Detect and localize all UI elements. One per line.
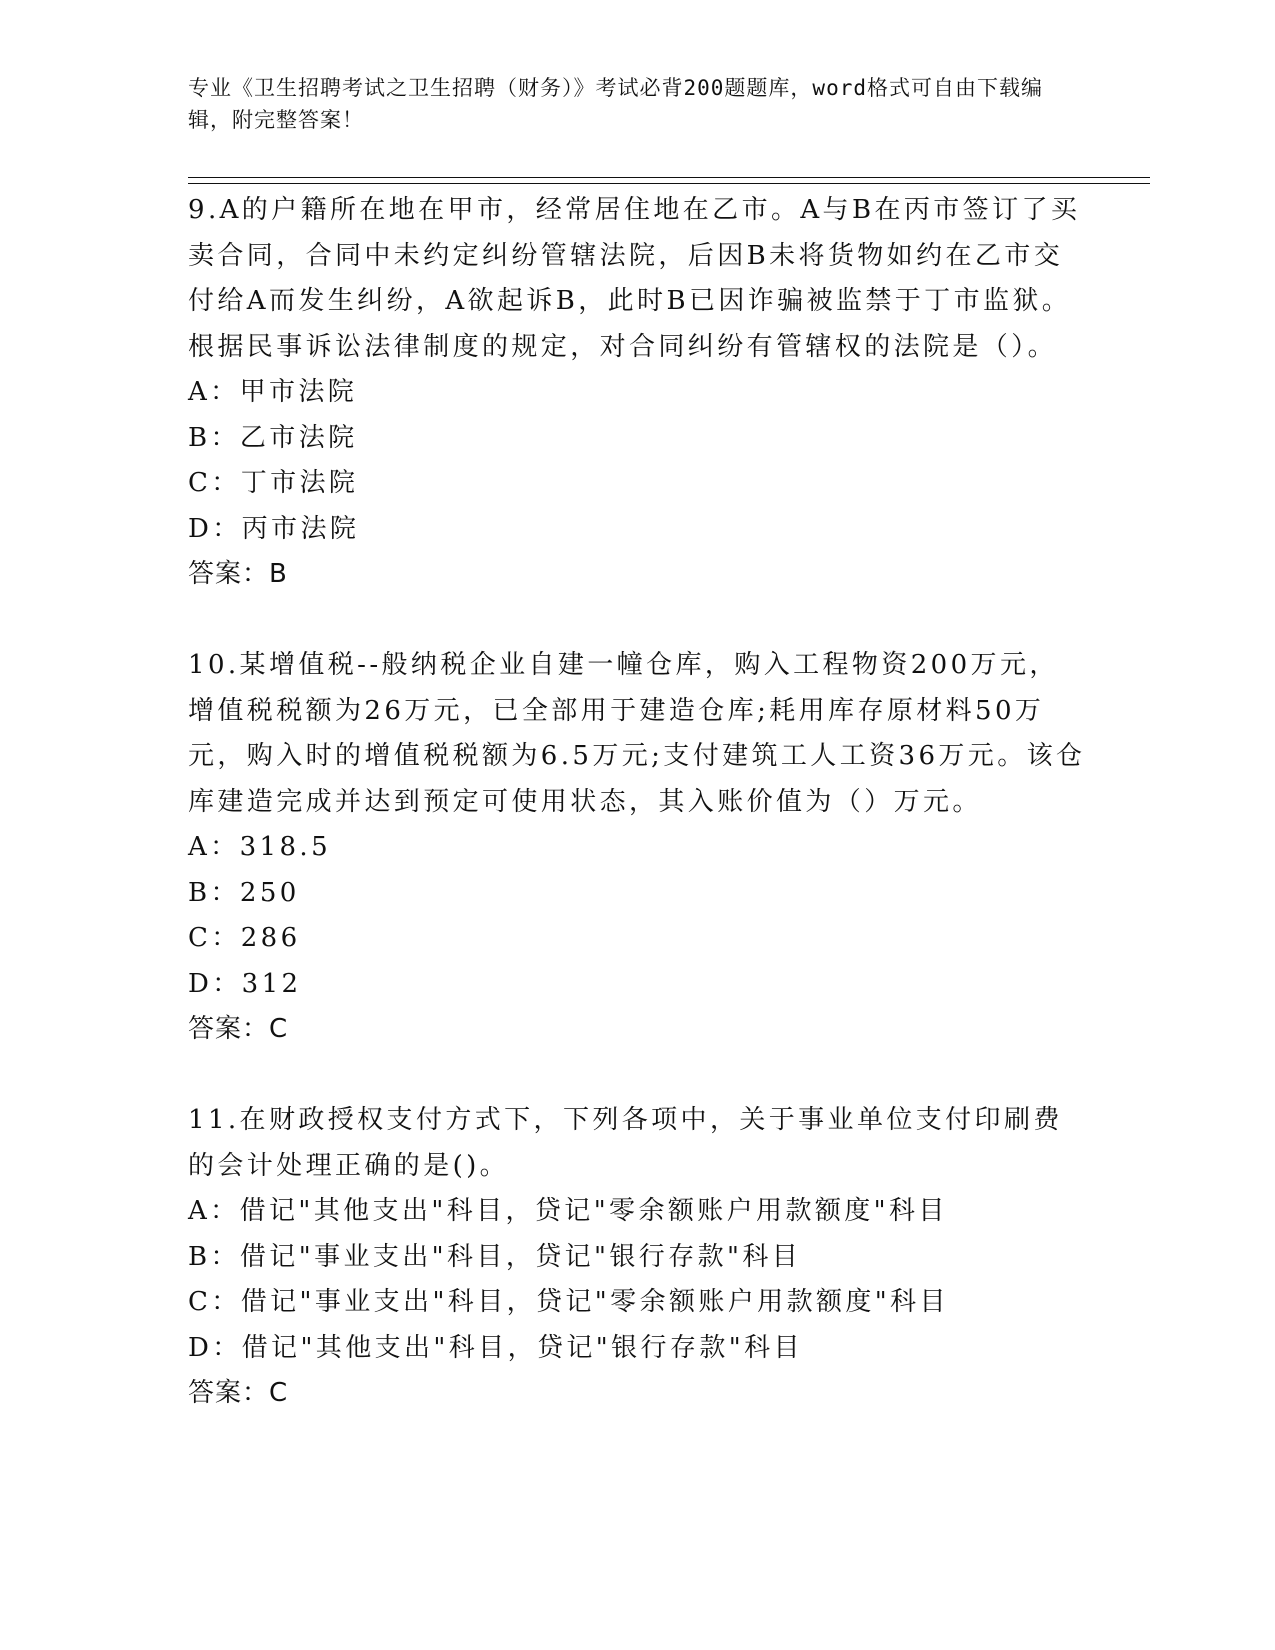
question-11 bbox=[188, 1098, 1088, 1417]
option-d: D：借记"其他支出"科目，贷记"银行存款"科目 bbox=[188, 1332, 803, 1363]
option-a: A：甲市法院 bbox=[188, 377, 358, 407]
option-d: D：312 bbox=[188, 968, 302, 999]
option-d: D：丙市法院 bbox=[188, 513, 360, 544]
document-header: 专业《卫生招聘考试之卫生招聘（财务）》考试必背200题题库，word格式可自由下载编辑，附完整答案！ bbox=[188, 76, 1043, 132]
option-b: B：借记"事业支出"科目，贷记"银行存款"科目 bbox=[188, 1241, 802, 1272]
question-9 bbox=[188, 188, 1088, 598]
answer: 答案：B bbox=[188, 559, 288, 589]
header-divider-top bbox=[188, 177, 1150, 178]
header-divider-bottom bbox=[188, 183, 1150, 184]
option-a: A：318.5 bbox=[188, 832, 332, 862]
option-b: B：乙市法院 bbox=[188, 422, 358, 453]
question-10 bbox=[188, 643, 1088, 1053]
option-c: C：286 bbox=[188, 923, 301, 953]
option-b: B：250 bbox=[188, 877, 300, 908]
answer: 答案：C bbox=[188, 1378, 289, 1408]
question-text: 9.A的户籍所在地在甲市，经常居住地在乙市。A与B在丙市签订了买卖合同，合同中未约定纠纷管辖法院，后因B未将货物如约在乙市交付给A而发生纠纷，A欲起诉B，此时B已因诈骗被监禁于丁市监狱。根据民事诉讼法律制度的规定，对合同纠纷有管辖权的法院是（）。 bbox=[188, 195, 1081, 362]
answer: 答案：C bbox=[188, 1014, 289, 1044]
question-text: 10.某增值税--般纳税企业自建一幢仓库，购入工程物资200万元，增值税税额为26万元，已全部用于建造仓库;耗用库存原材料50万元，购入时的增值税税额为6.5万元;支付建筑工人工资36万元。该仓库建造完成并达到预定可使用状态，其入账价值为（）万元。 bbox=[188, 650, 1086, 817]
question-text: 11.在财政授权支付方式下，下列各项中，关于事业单位支付印刷费的会计处理正确的是()。 bbox=[188, 1105, 1063, 1181]
option-a: A：借记"其他支出"科目，贷记"零余额账户用款额度"科目 bbox=[188, 1196, 948, 1226]
option-c: C：丁市法院 bbox=[188, 468, 359, 498]
option-c: C：借记"事业支出"科目，贷记"零余额账户用款额度"科目 bbox=[188, 1287, 949, 1317]
